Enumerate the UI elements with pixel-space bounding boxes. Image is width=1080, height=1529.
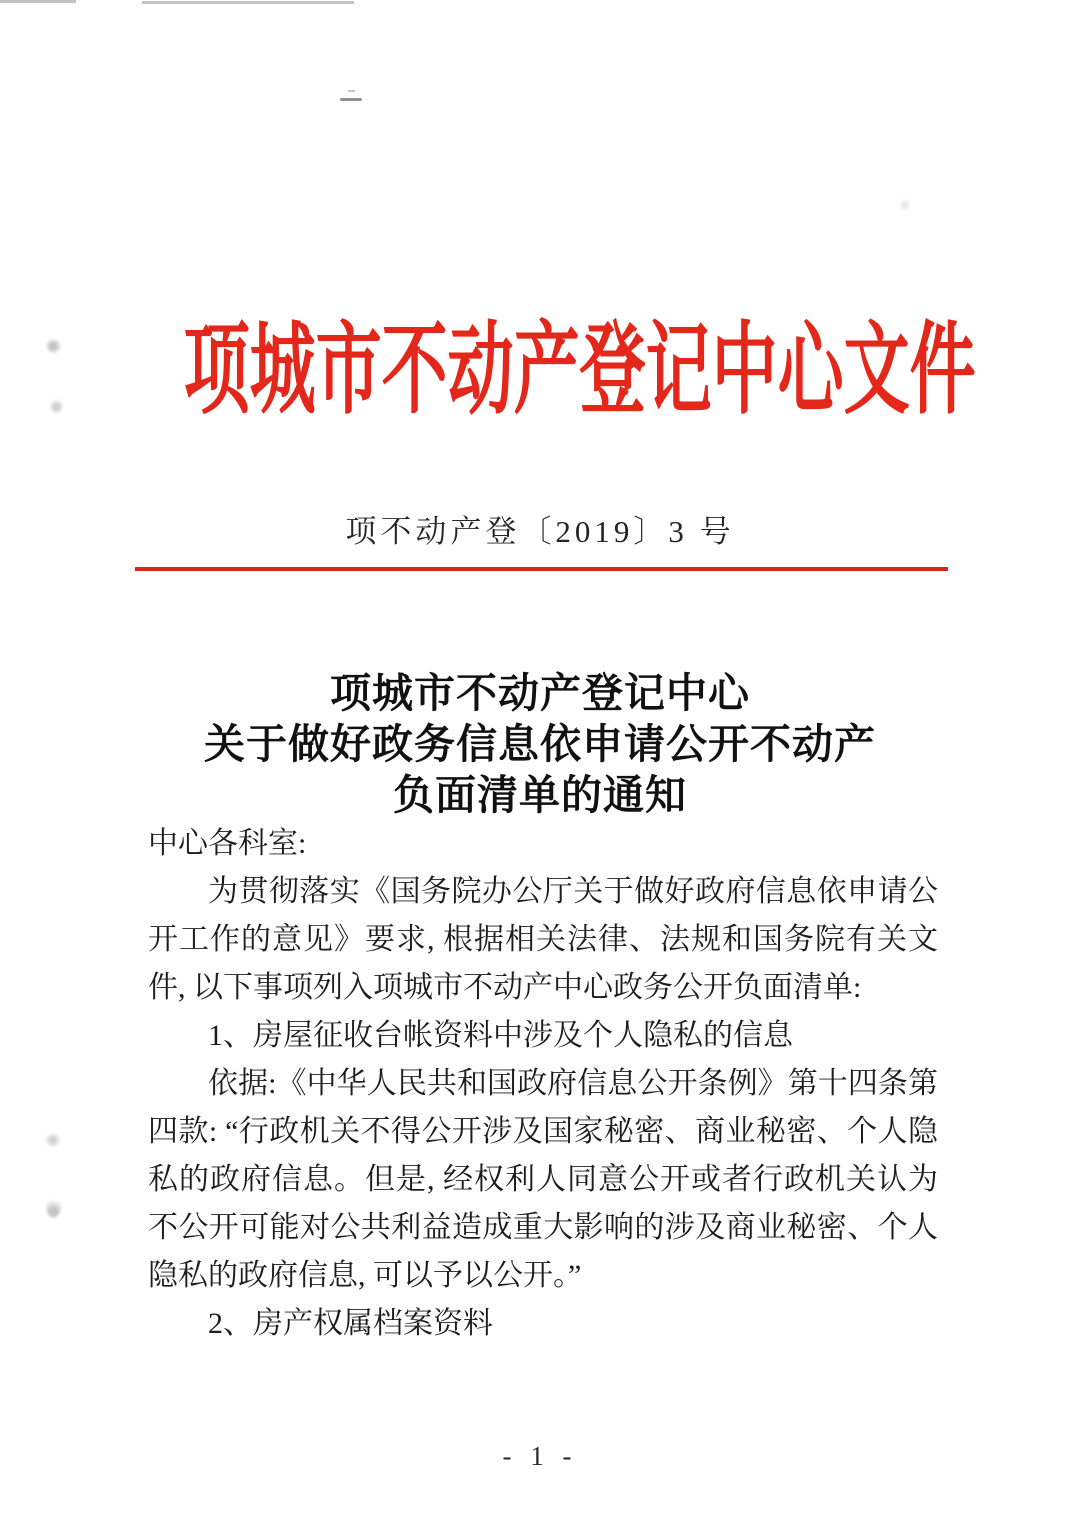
salutation: 中心各科室: <box>148 827 307 860</box>
scan-artifact-margin-blotch <box>46 338 62 353</box>
document-body <box>148 820 938 1348</box>
document-title-line-1: 项城市不动产登记中心 <box>330 670 750 716</box>
scan-artifact-top-edge-mid <box>142 1 354 4</box>
page-number: - 1 - <box>502 1441 578 1471</box>
red-divider-rule <box>135 567 948 571</box>
scan-artifact-margin-blotch <box>50 398 63 413</box>
document-title-line-2: 关于做好政务信息依申请公开不动产 <box>204 721 876 767</box>
scan-artifact-top-edge-left <box>0 0 76 3</box>
document-title-line-3: 负面清单的通知 <box>393 772 687 818</box>
scan-artifact-top-smudge <box>340 90 362 101</box>
paragraph: 依据:《中华人民共和国政府信息公开条例》第十四条第四款: “行政机关不得公开涉及国家秘密、商业秘密、个人隐私的政府信息。但是, 经权利人同意公开或者行政机关认为不公开可能对公共利益造成重大影响的涉及商业秘密、个人隐私的政府信息, 可以予以公开。” <box>148 1067 938 1292</box>
scan-artifact-margin-blotch <box>46 1196 61 1218</box>
letterhead-title: 项城市不动产登记中心文件 <box>183 315 976 426</box>
document-number: 项不动产登〔2019〕3 号 <box>345 514 735 549</box>
document-title <box>0 668 1080 821</box>
paragraph: 为贯彻落实《国务院办公厅关于做好政府信息依申请公开工作的意见》要求, 根据相关法律、法规和国务院有关文件, 以下事项列入项城市不动产中心政务公开负面清单: <box>148 875 938 1004</box>
scan-artifact-margin-blotch <box>44 1134 62 1147</box>
paragraph-list-item-2: 2、房产权属档案资料 <box>208 1307 493 1340</box>
paragraph-list-item-1: 1、房屋征收台帐资料中涉及个人隐私的信息 <box>208 1019 793 1052</box>
scan-artifact-margin-blotch <box>900 198 910 212</box>
